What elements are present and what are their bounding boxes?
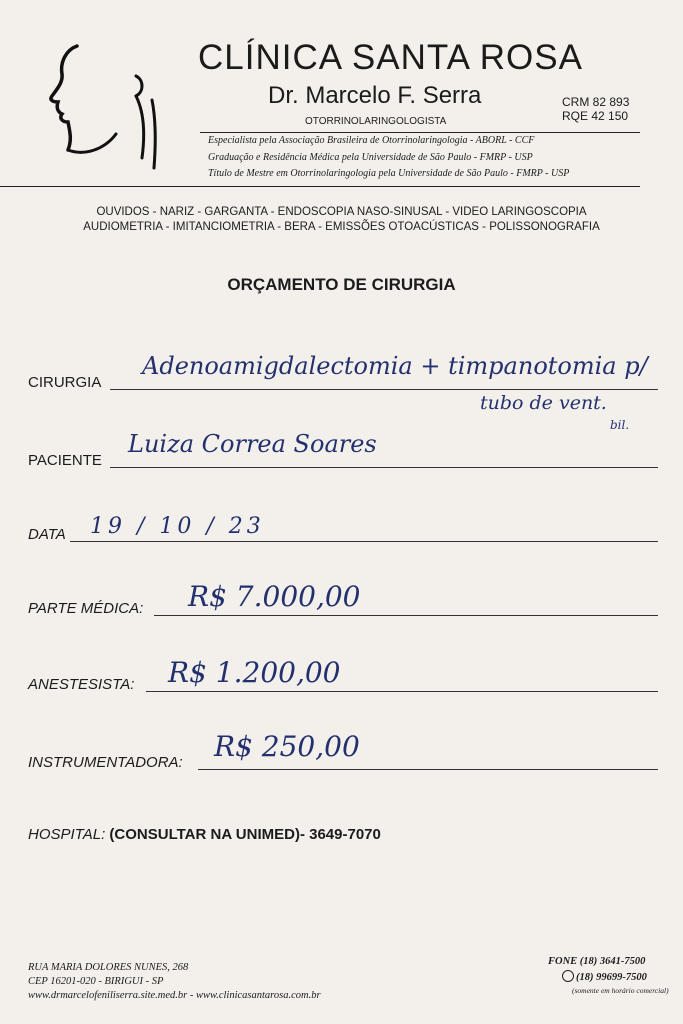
cirurgia-line (110, 389, 658, 390)
cirurgia-value: Adenoamigdalectomia + timpanotomia p/ (142, 352, 648, 380)
form-title: ORÇAMENTO DE CIRURGIA (227, 275, 456, 294)
instrumentadora-line (198, 769, 658, 770)
parte-medica-value: R$ 7.000,00 (188, 580, 361, 613)
paciente-label: PACIENTE (28, 452, 102, 469)
instrumentadora-label: INSTRUMENTADORA: (28, 754, 183, 771)
credential-line: Especialista pela Associação Brasileira de Otorrinolaringologia - ABORL - CCF (208, 135, 535, 146)
clinic-logo (32, 38, 162, 178)
address-line1: RUA MARIA DOLORES NUNES, 268 (28, 962, 189, 973)
cirurgia-label: CIRURGIA (28, 374, 102, 391)
whatsapp-number: (18) 99699-7500 (576, 972, 647, 983)
header-divider (200, 132, 640, 133)
data-value: 19 / 10 / 23 (90, 514, 265, 539)
parte-medica-label: PARTE MÉDICA: (28, 600, 144, 617)
data-line (70, 541, 658, 542)
clinic-name: CLÍNICA SANTA ROSA (198, 38, 583, 77)
instrumentadora-value: R$ 250,00 (214, 730, 360, 763)
credential-line: Graduação e Residência Médica pela Universidade de São Paulo - FMRP - USP (208, 152, 533, 163)
whatsapp-icon (562, 970, 574, 982)
phone: FONE (18) 3641-7500 (548, 956, 646, 967)
services-line: AUDIOMETRIA - IMITANCIOMETRIA - BERA - EMISSÕES OTOACÚSTICAS - POLISSONOGRAFIA (83, 221, 600, 233)
data-label: DATA (28, 526, 66, 543)
parte-medica-line (154, 615, 658, 616)
services-line: OUVIDOS - NARIZ - GARGANTA - ENDOSCOPIA NASO-SINUSAL - VIDEO LARINGOSCOPIA (96, 206, 587, 218)
specialty: OTORRINOLARINGOLOGISTA (305, 116, 447, 127)
rqe-number: RQE 42 150 (562, 109, 629, 123)
anestesista-line (146, 691, 658, 692)
crm-number: CRM 82 893 (562, 95, 630, 109)
cirurgia-value-line3: bil. (610, 418, 630, 432)
header-bottom-divider (0, 186, 640, 187)
anestesista-label: ANESTESISTA: (28, 676, 135, 693)
websites: www.drmarcelofeniliserra.site.med.br - www.clinicasantarosa.com.br (28, 990, 321, 1001)
paciente-line (110, 467, 658, 468)
paciente-value: Luiza Correa Soares (128, 430, 377, 458)
whatsapp-note: (somente em horário comercial) (572, 986, 669, 995)
doctor-name: Dr. Marcelo F. Serra (268, 82, 482, 109)
anestesista-value: R$ 1.200,00 (168, 656, 341, 689)
hospital-label: HOSPITAL: (28, 826, 106, 843)
address-line2: CEP 16201-020 - BIRIGUI - SP (28, 976, 164, 987)
cirurgia-value-line2: tubo de vent. (480, 392, 607, 414)
credential-line: Título de Mestre em Otorrinolaringologia pela Universidade de São Paulo - FMRP - USP (208, 168, 570, 179)
hospital-line (28, 826, 381, 843)
whatsapp-line (562, 970, 647, 983)
hospital-value: (CONSULTAR NA UNIMED)- 3649-7070 (109, 826, 381, 843)
